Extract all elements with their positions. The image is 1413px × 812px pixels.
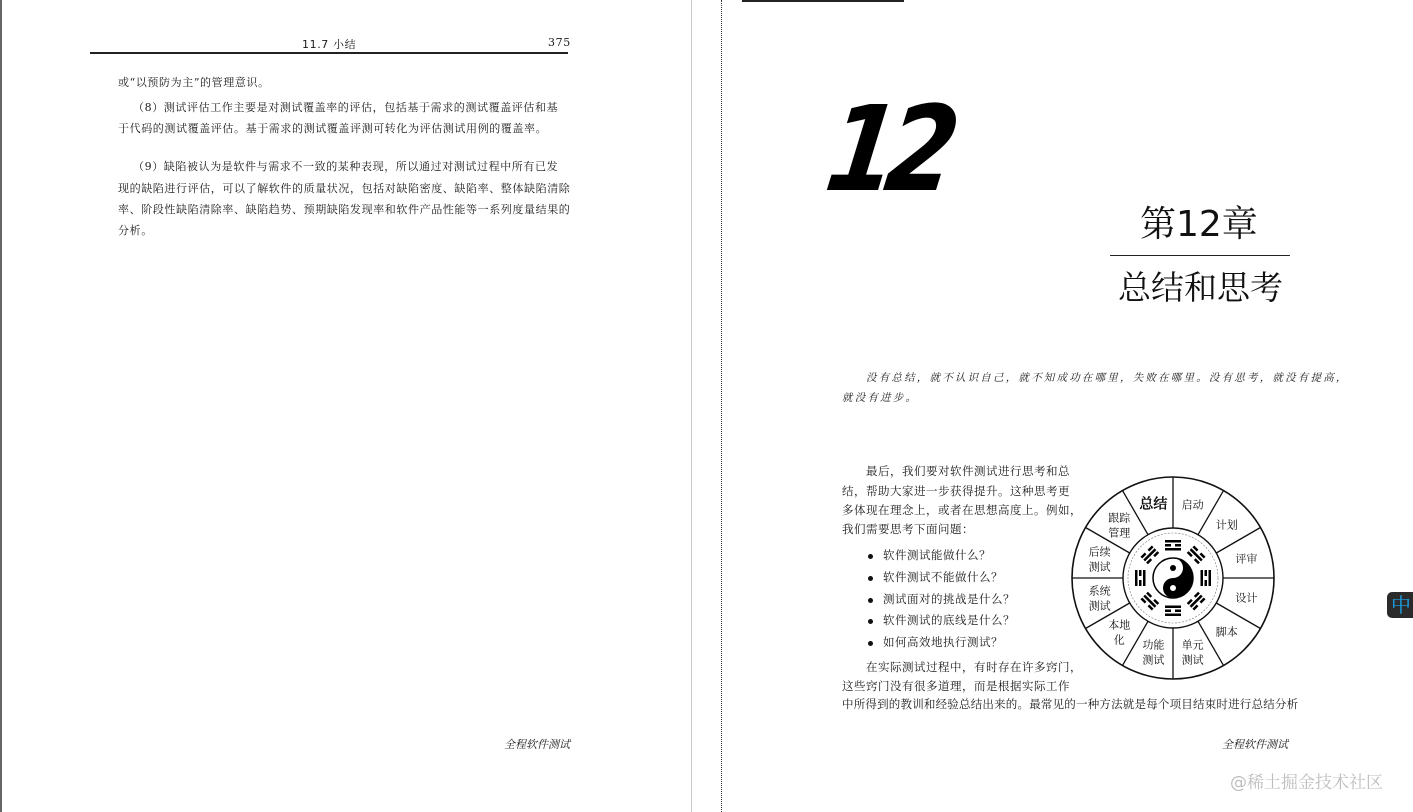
bullet-icon (868, 554, 873, 559)
bullet-item (868, 634, 1003, 650)
bullet-icon (868, 619, 873, 624)
body-line: （8）测试评估工作主要是对测试覆盖率的评估，包括基于需求的测试覆盖评估和基 (133, 101, 559, 114)
body-line: 在实际测试过程中，有时存在许多窍门， (866, 660, 1082, 674)
wheel-segment-label: 脚本 (1215, 625, 1238, 639)
epigraph-line: 就没有进步。 (842, 392, 919, 404)
wheel-segment-label: 启动 (1181, 498, 1204, 512)
taiji-dot (1170, 585, 1176, 591)
body-line: 于代码的测试覆盖评估。基于需求的测试覆盖评测可转化为评估测试用例的覆盖率。 (118, 122, 548, 135)
bullet-icon (868, 641, 873, 646)
header-rule (90, 52, 568, 54)
bullet-item (868, 547, 991, 563)
body-line: 我们需要思考下面问题： (842, 522, 974, 536)
body-line: 多体现在理念上，或者在思想高度上。例如， (842, 503, 1082, 517)
chapter-label: 第12章 (1140, 204, 1258, 245)
ime-indicator[interactable]: 中 (1387, 592, 1413, 618)
body-line: 率、阶段性缺陷清除率、缺陷趋势、预期缺陷发现率和软件产品性能等一系列度量结果的 (118, 203, 571, 216)
epigraph-line: 没有总结，就不认识自己，就不知成功在哪里，失败在哪里。没有思考，就没有提高， (866, 372, 1349, 384)
wheel-segment-label: 计划 (1215, 518, 1238, 532)
body-line: 分析。 (118, 224, 153, 237)
wheel-segment-label: 系统测试 (1088, 584, 1111, 613)
wheel-segment-label: 评审 (1235, 552, 1258, 566)
wheel-segment-label: 单元测试 (1181, 638, 1204, 667)
bullet-icon (868, 576, 873, 581)
wheel-segment-label: 功能测试 (1142, 638, 1165, 667)
body-line: （9）缺陷被认为是软件与需求不一致的某种表现，所以通过对测试过程中所有已发 (133, 160, 559, 173)
right-page-edge (721, 0, 723, 812)
bullet-text: 测试面对的挑战是什么？ (883, 592, 1015, 606)
bullet-text: 如何高效地执行测试？ (883, 635, 1003, 649)
body-line: 现的缺陷进行评估，可以了解软件的质量状况，包括对缺陷密度、缺陷率、整体缺陷清除 (118, 182, 571, 195)
body-line: 中所得到的教训和经验总结出来的。最常见的一种方法就是每个项目结束时进行总结分析 (842, 697, 1299, 711)
page-footer: 全程软件测试 (504, 738, 570, 751)
bullet-text: 软件测试不能做什么？ (883, 570, 1003, 584)
page-number: 375 (548, 36, 571, 49)
wheel-segment-label: 总结 (1139, 496, 1168, 513)
bullet-icon (868, 598, 873, 603)
body-line: 结，帮助大家进一步获得提升。这种思考更 (842, 484, 1070, 498)
wheel-segment-label: 跟踪管理 (1108, 511, 1131, 540)
bullet-item (868, 612, 1015, 628)
bullet-item (868, 591, 1015, 607)
taiji-dot (1170, 565, 1176, 571)
chapter-title: 总结和思考 (1118, 268, 1283, 307)
top-rule (742, 0, 904, 2)
body-line: 这些窍门没有很多道理，而是根据实际工作 (842, 679, 1070, 693)
wheel-segment-label: 后续测试 (1088, 545, 1111, 574)
page-gutter (691, 0, 692, 812)
body-line: 最后，我们要对软件测试进行思考和总 (866, 464, 1070, 478)
bullet-text: 软件测试能做什么？ (883, 548, 991, 562)
testing-lifecycle-wheel (1062, 467, 1284, 689)
wheel-segment-label: 本地化 (1108, 618, 1131, 647)
chapter-title-rule (1110, 255, 1290, 256)
chapter-number: 12 (818, 80, 958, 218)
running-header-section: 11.7 小结 (302, 38, 357, 51)
left-page-edge (0, 0, 2, 812)
body-line: 或“以预防为主”的管理意识。 (118, 76, 270, 89)
page-footer: 全程软件测试 (1222, 738, 1288, 751)
watermark: @稀土掘金技术社区 (1230, 773, 1383, 793)
bullet-text: 软件测试的底线是什么？ (883, 613, 1015, 627)
bullet-item (868, 569, 1003, 585)
wheel-segment-label: 设计 (1235, 591, 1258, 605)
